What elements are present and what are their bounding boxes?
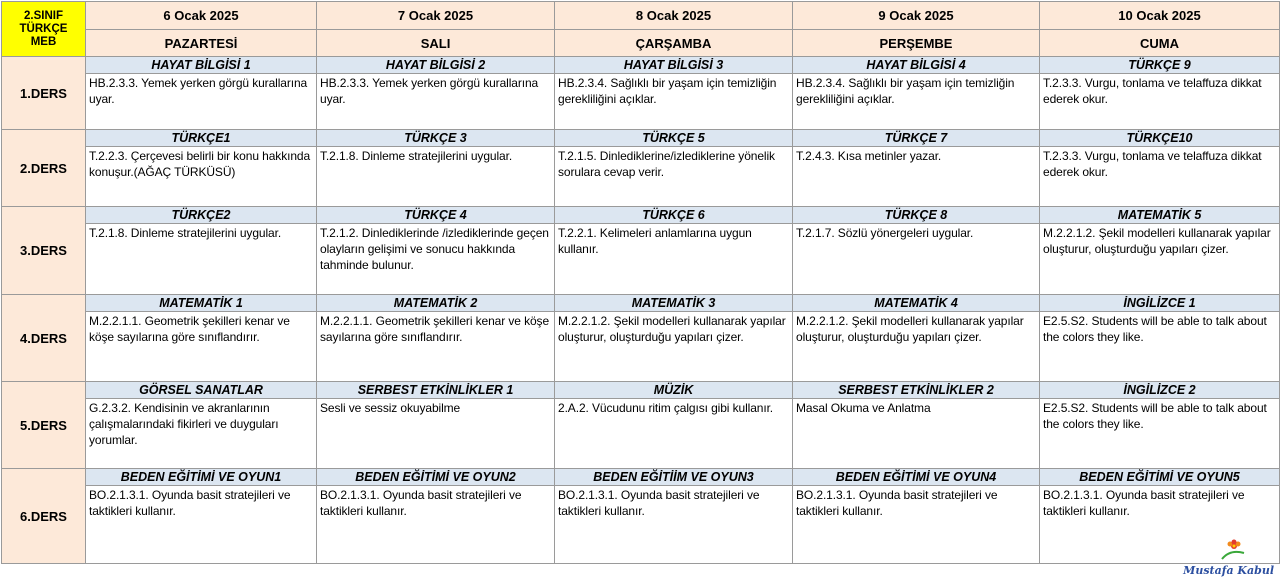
outcome-cell: T.2.1.2. Dinlediklerinde /izlediklerinde geçen olayların gelişimi ve sonucu hakkında tahminde bulunur. xyxy=(317,224,555,295)
outcome-cell: Sesli ve sessiz okuyabilme xyxy=(317,399,555,469)
subject-cell: TÜRKÇE2 xyxy=(86,207,317,224)
outcome-cell: BO.2.1.3.1. Oyunda basit stratejileri ve taktikleri kullanır. xyxy=(1040,486,1280,564)
outcome-cell: M.2.2.1.2. Şekil modelleri kullanarak yapılar oluşturur, oluşturduğu yapıları çizer. xyxy=(793,312,1040,382)
class-source: MEB xyxy=(30,35,57,48)
day-name-3: ÇARŞAMBA xyxy=(555,30,793,57)
subject-cell: HAYAT BİLGİSİ 2 xyxy=(317,57,555,74)
lesson-description-row xyxy=(2,147,1280,207)
subject-cell: TÜRKÇE 9 xyxy=(1040,57,1280,74)
day-name-row xyxy=(2,30,1280,57)
subject-cell: İNGİLİZCE 2 xyxy=(1040,382,1280,399)
subject-cell: SERBEST ETKİNLİKLER 2 xyxy=(793,382,1040,399)
subject-cell: TÜRKÇE 3 xyxy=(317,130,555,147)
lesson-subject-row xyxy=(2,130,1280,147)
subject-cell: MATEMATİK 2 xyxy=(317,295,555,312)
outcome-cell: HB.2.3.3. Yemek yerken görgü kurallarına uyar. xyxy=(86,74,317,130)
subject-cell: BEDEN EĞİTİİM VE OYUN3 xyxy=(555,469,793,486)
outcome-cell: BO.2.1.3.1. Oyunda basit stratejileri ve taktikleri kullanır. xyxy=(555,486,793,564)
outcome-cell: BO.2.1.3.1. Oyunda basit stratejileri ve taktikleri kullanır. xyxy=(317,486,555,564)
outcome-cell: T.2.1.5. Dinlediklerine/izlediklerine yönelik sorulara cevap verir. xyxy=(555,147,793,207)
day-date-4: 9 Ocak 2025 xyxy=(793,2,1040,30)
day-name-5: CUMA xyxy=(1040,30,1280,57)
outcome-cell: T.2.4.3. Kısa metinler yazar. xyxy=(793,147,1040,207)
subject-cell: MATEMATİK 1 xyxy=(86,295,317,312)
subject-cell: TÜRKÇE 4 xyxy=(317,207,555,224)
subject-cell: BEDEN EĞİTİMİ VE OYUN1 xyxy=(86,469,317,486)
outcome-cell: T.2.1.8. Dinleme stratejilerini uygular. xyxy=(86,224,317,295)
outcome-cell: Masal Okuma ve Anlatma xyxy=(793,399,1040,469)
outcome-cell: T.2.2.3. Çerçevesi belirli bir konu hakkında konuşur.(AĞAÇ TÜRKÜSÜ) xyxy=(86,147,317,207)
subject-cell: MÜZİK xyxy=(555,382,793,399)
subject-cell: GÖRSEL SANATLAR xyxy=(86,382,317,399)
author-signature xyxy=(1182,539,1274,577)
subject-cell: TÜRKÇE 6 xyxy=(555,207,793,224)
lesson-label: 1.DERS xyxy=(2,57,86,130)
subject-cell: TÜRKÇE10 xyxy=(1040,130,1280,147)
outcome-cell: HB.2.3.4. Sağlıklı bir yaşam için temizliğin gerekliliğini açıklar. xyxy=(793,74,1040,130)
class-label-cell xyxy=(2,2,86,57)
outcome-cell: T.2.2.1. Kelimeleri anlamlarına uygun kullanır. xyxy=(555,224,793,295)
lesson-subject-row xyxy=(2,469,1280,486)
outcome-cell: M.2.2.1.2. Şekil modelleri kullanarak yapılar oluşturur, oluşturduğu yapıları çizer. xyxy=(555,312,793,382)
outcome-cell: M.2.2.1.1. Geometrik şekilleri kenar ve köşe sayılarına göre sınıflandırır. xyxy=(317,312,555,382)
day-name-1: PAZARTESİ xyxy=(86,30,317,57)
outcome-cell: T.2.1.7. Sözlü yönergeleri uygular. xyxy=(793,224,1040,295)
outcome-cell: T.2.1.8. Dinleme stratejilerini uygular. xyxy=(317,147,555,207)
lesson-description-row xyxy=(2,224,1280,295)
outcome-cell: G.2.3.2. Kendisinin ve akranlarının çalışmalarındaki fikirleri ve duyguları yorumlar. xyxy=(86,399,317,469)
subject-cell: TÜRKÇE 8 xyxy=(793,207,1040,224)
day-name-4: PERŞEMBE xyxy=(793,30,1040,57)
date-row xyxy=(2,2,1280,30)
lesson-label: 4.DERS xyxy=(2,295,86,382)
weekly-schedule-table xyxy=(1,1,1280,564)
flower-logo-icon xyxy=(1220,539,1246,561)
outcome-cell: 2.A.2. Vücudunu ritim çalgısı gibi kullanır. xyxy=(555,399,793,469)
lesson-description-row xyxy=(2,399,1280,469)
lesson-subject-row xyxy=(2,207,1280,224)
day-date-3: 8 Ocak 2025 xyxy=(555,2,793,30)
outcome-cell: M.2.2.1.2. Şekil modelleri kullanarak yapılar oluşturur, oluşturduğu yapıları çizer. xyxy=(1040,224,1280,295)
outcome-cell: T.2.3.3. Vurgu, tonlama ve telaffuza dikkat ederek okur. xyxy=(1040,74,1280,130)
lesson-label: 3.DERS xyxy=(2,207,86,295)
lesson-label: 5.DERS xyxy=(2,382,86,469)
subject-cell: İNGİLİZCE 1 xyxy=(1040,295,1280,312)
outcome-cell: HB.2.3.4. Sağlıklı bir yaşam için temizliğin gerekliliğini açıklar. xyxy=(555,74,793,130)
day-name-2: SALI xyxy=(317,30,555,57)
lesson-description-row xyxy=(2,312,1280,382)
lesson-subject-row xyxy=(2,57,1280,74)
subject-cell: MATEMATİK 4 xyxy=(793,295,1040,312)
lesson-description-row xyxy=(2,486,1280,564)
subject-cell: BEDEN EĞİTİMİ VE OYUN4 xyxy=(793,469,1040,486)
outcome-cell: E2.5.S2. Students will be able to talk about the colors they like. xyxy=(1040,399,1280,469)
subject-cell: HAYAT BİLGİSİ 3 xyxy=(555,57,793,74)
subject-cell: MATEMATİK 3 xyxy=(555,295,793,312)
subject-cell: BEDEN EĞİTİMİ VE OYUN5 xyxy=(1040,469,1280,486)
outcome-cell: BO.2.1.3.1. Oyunda basit stratejileri ve taktikleri kullanır. xyxy=(793,486,1040,564)
subject-cell: HAYAT BİLGİSİ 4 xyxy=(793,57,1040,74)
subject-cell: HAYAT BİLGİSİ 1 xyxy=(86,57,317,74)
subject-cell: BEDEN EĞİTİMİ VE OYUN2 xyxy=(317,469,555,486)
subject-cell: TÜRKÇE 7 xyxy=(793,130,1040,147)
day-date-5: 10 Ocak 2025 xyxy=(1040,2,1280,30)
subject-cell: SERBEST ETKİNLİKLER 1 xyxy=(317,382,555,399)
outcome-cell: BO.2.1.3.1. Oyunda basit stratejileri ve taktikleri kullanır. xyxy=(86,486,317,564)
outcome-cell: M.2.2.1.1. Geometrik şekilleri kenar ve köşe sayılarına göre sınıflandırır. xyxy=(86,312,317,382)
day-date-2: 7 Ocak 2025 xyxy=(317,2,555,30)
lesson-description-row xyxy=(2,74,1280,130)
subject-cell: MATEMATİK 5 xyxy=(1040,207,1280,224)
subject-cell: TÜRKÇE 5 xyxy=(555,130,793,147)
day-date-1: 6 Ocak 2025 xyxy=(86,2,317,30)
lesson-subject-row xyxy=(2,382,1280,399)
lesson-label: 6.DERS xyxy=(2,469,86,564)
lesson-label: 2.DERS xyxy=(2,130,86,207)
lesson-subject-row xyxy=(2,295,1280,312)
subject-cell: TÜRKÇE1 xyxy=(86,130,317,147)
class-grade: 2.SINIF xyxy=(24,9,63,22)
author-name: Mustafa Kabul xyxy=(1183,564,1274,577)
outcome-cell: E2.5.S2. Students will be able to talk about the colors they like. xyxy=(1040,312,1280,382)
class-subject: TÜRKÇE xyxy=(19,22,68,35)
outcome-cell: T.2.3.3. Vurgu, tonlama ve telaffuza dikkat ederek okur. xyxy=(1040,147,1280,207)
outcome-cell: HB.2.3.3. Yemek yerken görgü kurallarına uyar. xyxy=(317,74,555,130)
